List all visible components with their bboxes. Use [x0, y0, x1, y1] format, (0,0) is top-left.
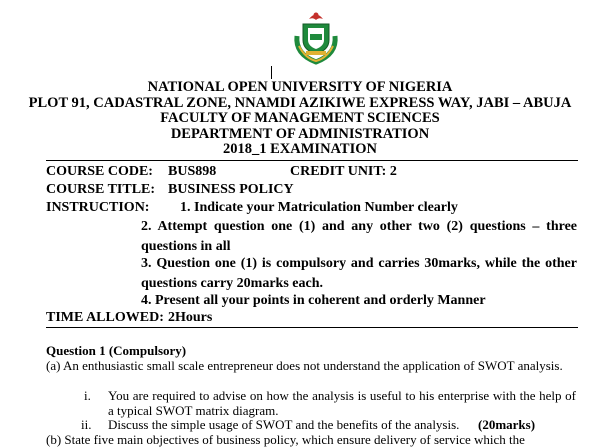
instruction-1: 1. Indicate your Matriculation Number clearly	[180, 200, 458, 215]
question-1-sub-i-number: i.	[84, 388, 91, 403]
course-code-value: BUS898	[168, 164, 217, 179]
exam-session: 2018_1 EXAMINATION	[223, 141, 377, 157]
question-1-part-a: (a) An enthusiastic small scale entrepreneur does not understand the application of SWOT analysis.	[46, 358, 563, 373]
info-divider	[46, 327, 578, 328]
question-1-sub-ii-number: ii.	[81, 417, 92, 432]
question-1-part-b: (b) State five main objectives of business policy, which ensure delivery of service which the	[46, 433, 525, 447]
question-1-heading: Question 1 (Compulsory)	[46, 343, 187, 358]
university-name: NATIONAL OPEN UNIVERSITY OF NIGERIA	[147, 79, 453, 95]
university-crest-icon	[285, 6, 347, 68]
university-address: PLOT 91, CADASTRAL ZONE, NNAMDI AZIKIWE EXPRESS WAY, JABI – ABUJA	[28, 94, 572, 111]
course-code-label: COURSE CODE:	[46, 164, 153, 179]
instruction-label: INSTRUCTION:	[46, 200, 150, 215]
document-header	[0, 80, 600, 158]
question-1-sub-ii-marks: (20marks)	[478, 417, 536, 432]
time-allowed-value: 2Hours	[168, 310, 213, 325]
credit-unit: CREDIT UNIT: 2	[290, 164, 397, 179]
course-title-value: BUSINESS POLICY	[168, 182, 294, 197]
instruction-3: 3. Question one (1) is compulsory and carries 30marks, while the other questions carry 20marks each.	[141, 256, 577, 291]
time-allowed-label: TIME ALLOWED:	[46, 310, 164, 325]
question-1-sub-i-text: You are required to advise on how the analysis is useful to his enterprise with the help of a typical SWOT matrix diagram.	[108, 388, 576, 418]
header-divider	[46, 160, 578, 161]
text-cursor	[271, 66, 272, 79]
department-name: DEPARTMENT OF ADMINISTRATION	[170, 125, 430, 142]
question-1-sub-ii-text: Discuss the simple usage of SWOT and the benefits of the analysis.	[108, 417, 460, 432]
instruction-4: 4. Present all your points in coherent and orderly Manner	[141, 293, 486, 308]
faculty-name: FACULTY OF MANAGEMENT SCIENCES	[160, 110, 440, 126]
instruction-2: 2. Attempt question one (1) and any other two (2) questions – three questions in all	[141, 219, 577, 254]
course-title-label: COURSE TITLE:	[46, 182, 156, 197]
